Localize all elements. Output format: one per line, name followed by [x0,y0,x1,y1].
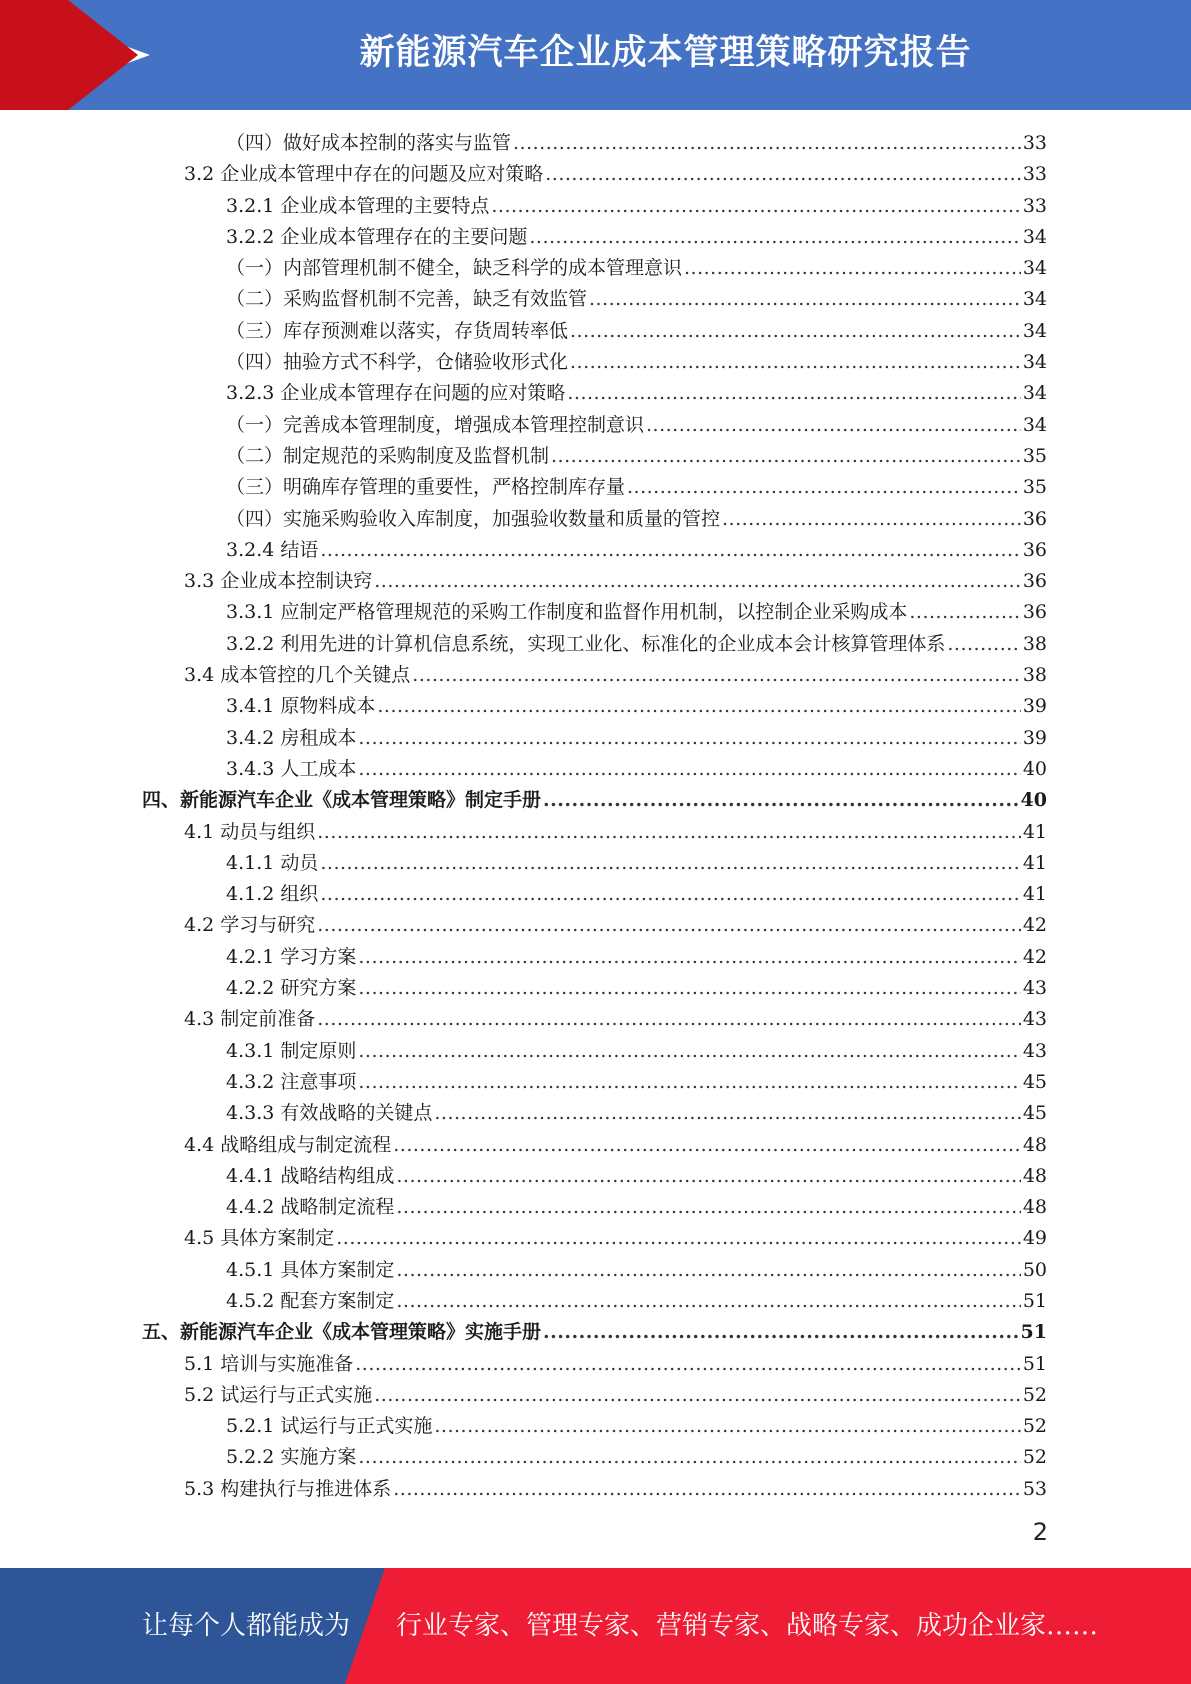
toc-entry-page: 45 [1022,1070,1047,1093]
toc-entry-page: 48 [1022,1164,1047,1187]
toc-entry-label: 4.1 动员与组织 [184,820,316,843]
toc-leader-dots [358,1036,1020,1067]
toc-entry-label: 4.3.1 制定原则 [226,1039,357,1062]
footer-slogan-right: 行业专家、管理专家、营销专家、战略专家、成功企业家…… [396,1611,1099,1641]
toc-entry[interactable] [142,723,1047,754]
toc-entry-label: （一）完善成本管理制度，增强成本管理控制意识 [226,413,645,436]
toc-entry[interactable] [142,1192,1047,1223]
toc-leader-dots [393,1474,1021,1505]
header-red-block [0,0,68,110]
toc-entry[interactable] [142,973,1047,1004]
toc-leader-dots [317,1004,1021,1035]
toc-entry-label: 4.4.1 战略结构组成 [226,1164,395,1187]
toc-entry-page: 34 [1022,413,1047,436]
toc-leader-dots [412,660,1021,691]
toc-leader-dots [355,1349,1021,1380]
toc-entry-label: 3.2.2 利用先进的计算机信息系统，实现工业化、标准化的企业成本会计核算管理体系 [226,632,946,655]
toc-entry-page: 48 [1022,1196,1047,1219]
toc-entry[interactable] [142,691,1047,722]
toc-leader-dots [545,159,1021,190]
toc-entry-label: （三）库存预测难以落实，存货周转率低 [226,319,569,342]
toc-leader-dots [320,848,1020,879]
toc-leader-dots [358,754,1020,785]
toc-entry-page: 43 [1022,977,1047,1000]
toc-entry-page: 48 [1022,1133,1047,1156]
toc-leader-dots [543,785,1019,816]
toc-entry-label: 4.3.2 注意事项 [226,1070,357,1093]
toc-entry[interactable] [142,1317,1047,1348]
toc-leader-dots [317,817,1021,848]
toc-entry-label: 3.3 企业成本控制诀窍 [184,570,373,593]
toc-entry-page: 40 [1020,789,1047,812]
toc-leader-dots [358,973,1020,1004]
toc-leader-dots [646,410,1021,441]
toc-entry-label: 3.2.3 企业成本管理存在问题的应对策略 [226,382,566,405]
toc-entry-label: 5.2.2 实施方案 [226,1446,357,1469]
toc-leader-dots [374,566,1021,597]
toc-entry-page: 42 [1022,945,1047,968]
toc-leader-dots [909,597,1020,628]
toc-entry[interactable] [142,410,1047,441]
toc-entry-label: （四）实施采购验收入库制度，加强验收数量和质量的管控 [226,507,721,530]
toc-entry-label: 3.4 成本管控的几个关键点 [184,664,411,687]
toc-entry-label: 4.3.3 有效战略的关键点 [226,1102,433,1125]
toc-entry-label: 3.2 企业成本管理中存在的问题及应对策略 [184,163,544,186]
toc-entry-label: 3.2.4 结语 [226,538,319,561]
toc-entry[interactable] [142,1474,1047,1505]
toc-entry-label: 4.2 学习与研究 [184,914,316,937]
toc-entry[interactable] [142,1098,1047,1129]
toc-entry-page: 34 [1022,288,1047,311]
toc-entry[interactable] [142,535,1047,566]
toc-entry-page: 36 [1022,507,1047,530]
toc-entry-label: （二）采购监督机制不完善，缺乏有效监管 [226,288,588,311]
toc-entry-page: 35 [1022,476,1047,499]
toc-entry-page: 33 [1022,194,1047,217]
toc-entry[interactable] [142,222,1047,253]
toc-entry-label: 4.4 战略组成与制定流程 [184,1133,392,1156]
toc-entry-page: 41 [1022,820,1047,843]
toc-entry-page: 52 [1022,1415,1047,1438]
toc-leader-dots [551,441,1021,472]
toc-entry-page: 35 [1022,444,1047,467]
toc-entry-page: 36 [1022,538,1047,561]
toc-entry[interactable] [142,1442,1047,1473]
toc-entry-label: 5.2 试运行与正式实施 [184,1383,373,1406]
toc-entry[interactable] [142,504,1047,535]
toc-leader-dots [491,191,1020,222]
toc-entry-page: 42 [1022,914,1047,937]
toc-leader-dots [684,253,1021,284]
page-header [0,0,1191,110]
toc-leader-dots [543,1317,1019,1348]
toc-entry-page: 38 [1022,664,1047,687]
toc-leader-dots [570,347,1021,378]
toc-entry-page: 51 [1020,1321,1047,1344]
toc-entry[interactable] [142,1380,1047,1411]
toc-leader-dots [589,284,1021,315]
toc-entry[interactable] [142,597,1047,628]
toc-entry-page: 41 [1022,851,1047,874]
toc-entry-label: 4.2.2 研究方案 [226,977,357,1000]
page-footer [0,1568,1191,1684]
toc-entry-label: 3.4.1 原物料成本 [226,695,376,718]
toc-entry-label: （二）制定规范的采购制度及监督机制 [226,444,550,467]
toc-leader-dots [358,1067,1020,1098]
toc-entry-page: 43 [1022,1039,1047,1062]
toc-leader-dots [722,504,1021,535]
toc-entry-label: （三）明确库存管理的重要性，严格控制库存量 [226,476,626,499]
toc-leader-dots [947,629,1020,660]
toc-entry-label: 3.4.3 人工成本 [226,757,357,780]
toc-entry-label: 4.2.1 学习方案 [226,945,357,968]
toc-entry[interactable] [142,1036,1047,1067]
toc-entry[interactable] [142,1004,1047,1035]
toc-entry-page: 34 [1022,319,1047,342]
toc-entry[interactable] [142,253,1047,284]
toc-entry-page: 34 [1022,351,1047,374]
toc-entry-page: 51 [1022,1352,1047,1375]
toc-entry-label: 5.1 培训与实施准备 [184,1352,354,1375]
toc-entry-label: 4.4.2 战略制定流程 [226,1196,395,1219]
toc-leader-dots [396,1161,1020,1192]
toc-entry-label: 3.3.1 应制定严格管理规范的采购工作制度和监督作用机制，以控制企业采购成本 [226,601,908,624]
toc-entry[interactable] [142,1067,1047,1098]
toc-entry[interactable] [142,1161,1047,1192]
toc-entry[interactable] [142,754,1047,785]
toc-leader-dots [336,1223,1021,1254]
toc-leader-dots [567,378,1020,409]
toc-entry-label: 五、新能源汽车企业《成本管理策略》实施手册 [142,1321,542,1344]
toc-entry-label: 5.2.1 试运行与正式实施 [226,1415,433,1438]
toc-entry-page: 45 [1022,1102,1047,1125]
toc-entry-label: 3.4.2 房租成本 [226,726,357,749]
toc-leader-dots [393,1130,1021,1161]
toc-entry[interactable] [142,1286,1047,1317]
toc-leader-dots [396,1255,1020,1286]
toc-entry[interactable] [142,785,1047,816]
toc-entry[interactable] [142,817,1047,848]
page-number: 2 [1032,1518,1048,1546]
toc-entry-label: 3.2.2 企业成本管理存在的主要问题 [226,225,528,248]
toc-entry-page: 49 [1022,1227,1047,1250]
toc-leader-dots [374,1380,1021,1411]
toc-entry-label: 3.2.1 企业成本管理的主要特点 [226,194,490,217]
toc-entry-label: （一）内部管理机制不健全，缺乏科学的成本管理意识 [226,257,683,280]
toc-entry[interactable] [142,1255,1047,1286]
toc-entry-page: 52 [1022,1446,1047,1469]
toc-entry[interactable] [142,910,1047,941]
toc-entry-page: 53 [1022,1477,1047,1500]
toc-entry[interactable] [142,1130,1047,1161]
toc-entry-label: 四、新能源汽车企业《成本管理策略》制定手册 [142,789,542,812]
toc-entry[interactable] [142,1411,1047,1442]
toc-entry-label: 4.5.2 配套方案制定 [226,1289,395,1312]
toc-entry[interactable] [142,879,1047,910]
toc-entry-label: 5.3 构建执行与推进体系 [184,1477,392,1500]
toc-leader-dots [317,910,1021,941]
toc-entry-page: 34 [1022,382,1047,405]
toc-entry[interactable] [142,191,1047,222]
toc-entry-page: 39 [1022,726,1047,749]
toc-entry-page: 33 [1022,132,1047,154]
table-of-contents [142,128,1047,1505]
toc-entry-label: 4.5 具体方案制定 [184,1227,335,1250]
toc-entry-page: 40 [1022,757,1047,780]
toc-entry-page: 43 [1022,1008,1047,1031]
toc-entry-page: 34 [1022,225,1047,248]
toc-entry[interactable] [142,378,1047,409]
toc-leader-dots [358,942,1020,973]
toc-entry-label: 4.1.2 组织 [226,883,319,906]
toc-entry-page: 39 [1022,695,1047,718]
toc-entry-page: 50 [1022,1258,1047,1281]
toc-leader-dots [396,1192,1020,1223]
toc-entry-page: 38 [1022,632,1047,655]
toc-entry[interactable] [142,284,1047,315]
toc-entry[interactable] [142,566,1047,597]
toc-leader-dots [377,691,1020,722]
toc-entry-label: （四）做好成本控制的落实与监管 [226,132,512,154]
toc-entry[interactable] [142,441,1047,472]
toc-entry-page: 33 [1022,163,1047,186]
toc-entry-label: （四）抽验方式不科学，仓储验收形式化 [226,351,569,374]
header-red-arrow [68,0,138,110]
toc-entry[interactable] [142,1223,1047,1254]
toc-leader-dots [627,472,1021,503]
toc-entry-page: 36 [1022,570,1047,593]
toc-leader-dots [513,128,1021,159]
toc-entry-label: 4.5.1 具体方案制定 [226,1258,395,1281]
toc-leader-dots [320,879,1020,910]
toc-entry-page: 36 [1022,601,1047,624]
toc-leader-dots [434,1098,1020,1129]
toc-entry-page: 51 [1022,1289,1047,1312]
toc-entry[interactable] [142,1349,1047,1380]
toc-leader-dots [434,1411,1020,1442]
toc-leader-dots [396,1286,1020,1317]
toc-leader-dots [570,316,1021,347]
toc-entry-label: 4.3 制定前准备 [184,1008,316,1031]
toc-entry-page: 34 [1022,257,1047,280]
report-title: 新能源汽车企业成本管理策略研究报告 [359,33,972,73]
toc-entry[interactable] [142,660,1047,691]
toc-entry[interactable] [142,472,1047,503]
toc-leader-dots [358,723,1020,754]
toc-entry[interactable] [142,848,1047,879]
toc-entry[interactable] [142,128,1047,159]
toc-entry-label: 4.1.1 动员 [226,851,319,874]
toc-leader-dots [358,1442,1020,1473]
toc-leader-dots [529,222,1020,253]
footer-slogan-left: 让每个人都能成为 [142,1611,351,1641]
toc-entry[interactable] [142,942,1047,973]
toc-entry-page: 41 [1022,883,1047,906]
toc-leader-dots [320,535,1020,566]
toc-entry[interactable] [142,316,1047,347]
toc-entry[interactable] [142,347,1047,378]
toc-entry-page: 52 [1022,1383,1047,1406]
toc-entry[interactable] [142,159,1047,190]
toc-entry[interactable] [142,629,1047,660]
